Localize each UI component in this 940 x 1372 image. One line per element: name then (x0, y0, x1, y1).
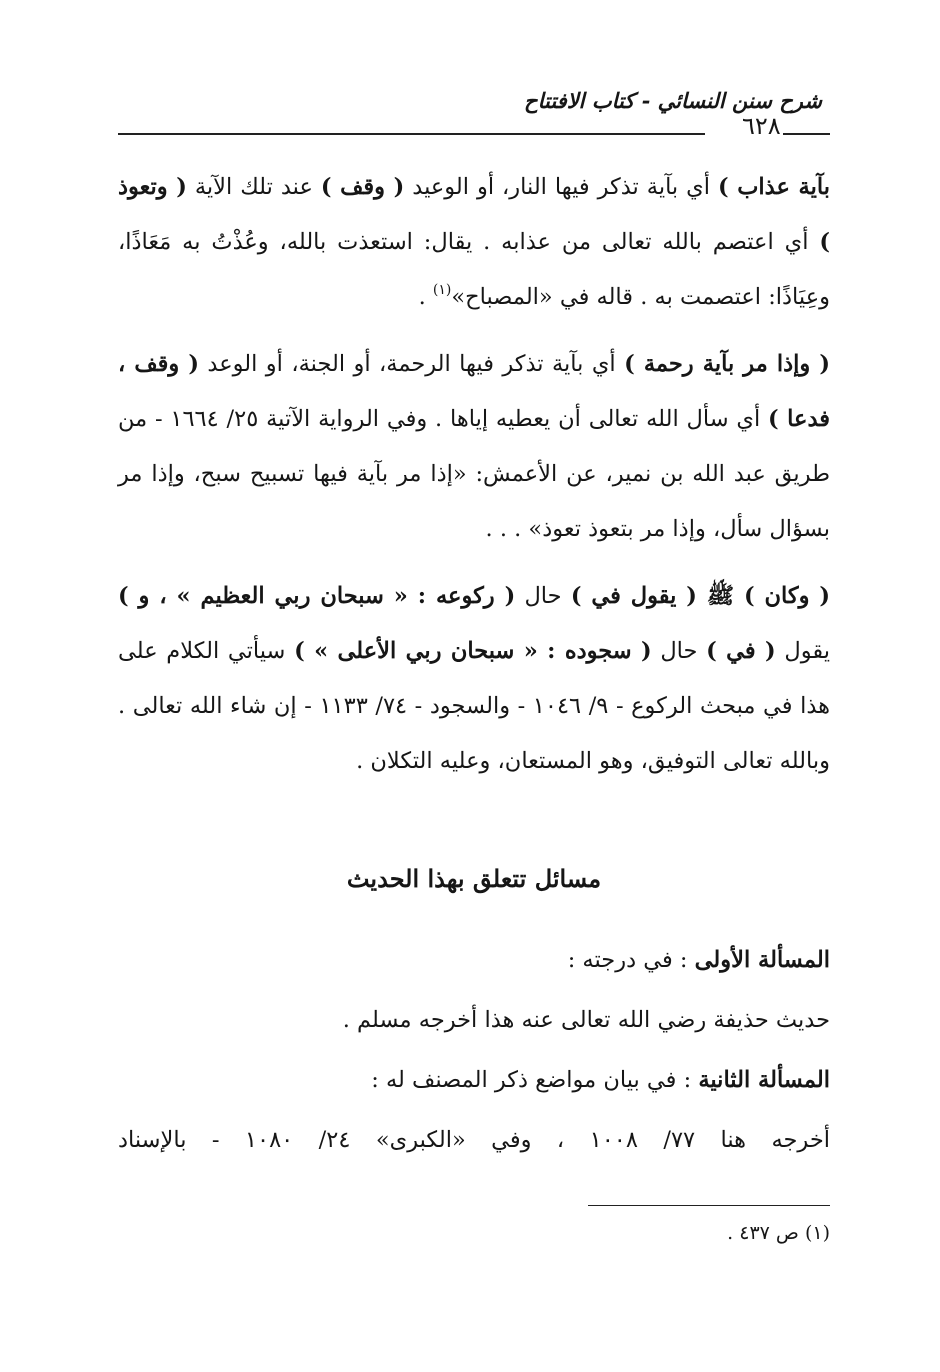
quoted-phrase: بآية عذاب ) (717, 174, 830, 200)
paragraph-3 (118, 569, 830, 789)
issue-title: : في بيان مواضع ذكر المصنف له : (371, 1067, 692, 1093)
commentary-text: حال (651, 638, 707, 664)
commentary-text: أي بآية تذكر فيها النار، أو الوعيد (404, 174, 718, 200)
header-rule (118, 133, 705, 135)
quoted-phrase: ( وقف ، فدعا ) (118, 351, 831, 432)
issue-2-answer: أخرجه هنا ٧٧/ ١٠٠٨ ، وفي «الكبرى» ٢٤/ ١٠٨٠ - بالإسناد (118, 1127, 831, 1153)
commentary-text: أي سأل الله تعالى أن يعطيه إياها . وفي الرواية الآتية ٢٥/ ١٦٦٤ - من طريق عبد الله بن نمير، عن الأعمش: «إذا مر بآية فيها تسبيح سبح، وإذا مر بسؤال سأل، وإذا مر بتعوذ تعوذ» . . . (118, 406, 830, 542)
page-number-rule (783, 133, 830, 135)
quoted-phrase: ( وكان ) ﷺ ( يقول في ) (570, 583, 831, 609)
paragraph-1 (118, 160, 830, 325)
main-text (118, 160, 830, 789)
paragraph-2 (118, 337, 830, 557)
footnote: (١) ص ٤٣٧ . (727, 1222, 830, 1244)
page-number: ٦٢٨ (742, 112, 781, 140)
issue-1-heading (118, 930, 830, 990)
commentary-text: يقول (775, 638, 830, 664)
issue-label: المسألة الثانية (698, 1067, 830, 1093)
quoted-phrase: ( في ) (706, 638, 776, 664)
quoted-phrase: ( سجوده : « سبحان ربي الأعلى » ) (294, 638, 652, 664)
footnote-reference: (١) (432, 282, 452, 298)
commentary-text: أي بآية تذكر فيها الرحمة، أو الجنة، أو الوعد (199, 351, 625, 377)
issue-1-answer: حديث حذيفة رضي الله تعالى عنه هذا أخرجه مسلم . (342, 1007, 830, 1033)
quoted-phrase: ( وتعوذ ) (118, 174, 830, 255)
commentary-text: أي اعتصم بالله تعالى من عذابه . يقال: استعذت بالله، وعُذْتُ به مَعَاذًا، وعِيَاذًا: اعتصمت به . قاله في «المصباح» (118, 229, 830, 310)
commentary-text: سيأتي الكلام على هذا في مبحث الركوع - ٩/ ١٠٤٦ - والسجود - ٧٤/ ١١٣٣ - إن شاء الله تعالى . وبالله تعالى التوفيق، وهو المستعان، وعليه التكلان . (118, 638, 831, 774)
quoted-phrase: ( ركوعه : « سبحان ربي العظيم » ، و ) (118, 583, 516, 609)
commentary-text: . (418, 284, 433, 310)
footnote-rule (588, 1205, 830, 1206)
running-title: شرح سنن النسائي - كتاب الافتتاح (524, 88, 822, 113)
issue-title: : في درجته : (567, 947, 688, 973)
section-heading: مسائل تتعلق بهذا الحديث (346, 864, 602, 893)
issue-2-heading (118, 1050, 830, 1110)
quoted-phrase: ( وقف ) (320, 174, 405, 200)
commentary-text: عند تلك الآية (186, 174, 321, 200)
quoted-phrase: ( وإذا مر بآية رحمة ) (624, 351, 830, 377)
issues-list (118, 930, 830, 1170)
commentary-text: حال (515, 583, 571, 609)
issue-label: المسألة الأولى (694, 947, 830, 973)
